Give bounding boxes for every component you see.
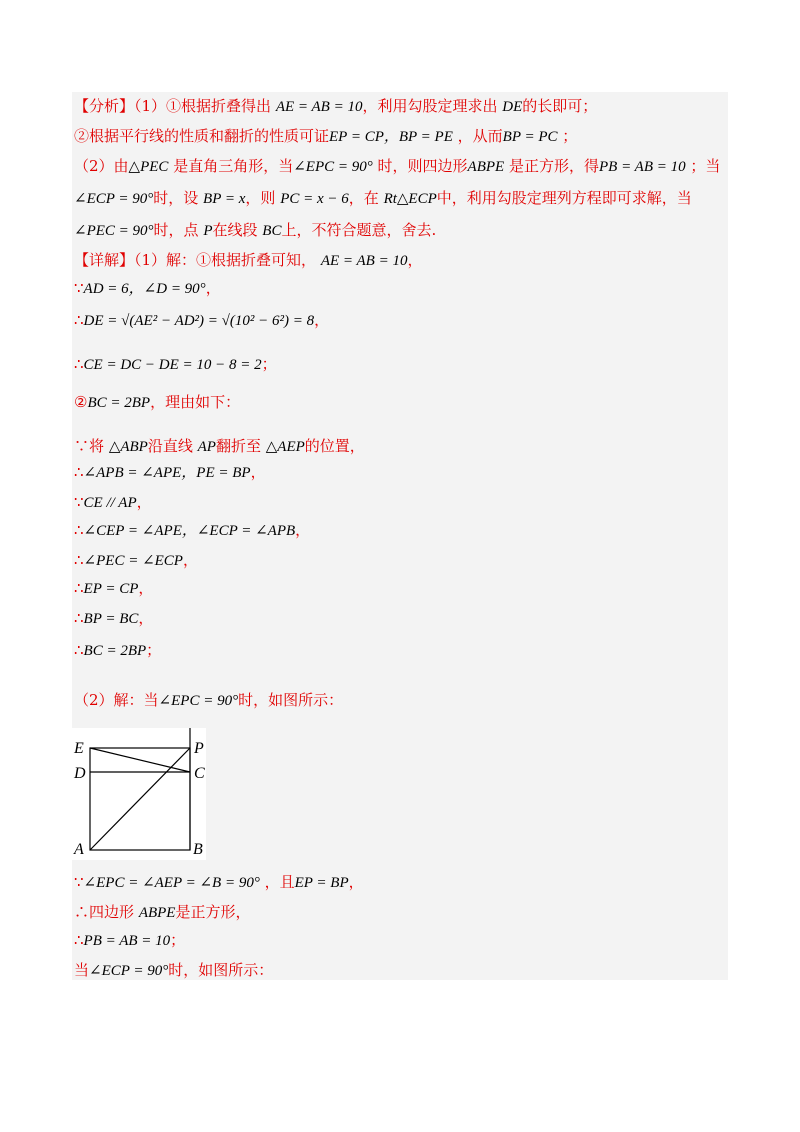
label-c: C — [194, 765, 205, 782]
detail-line-4: ∴CE = DC − DE = 10 − 8 = 2； — [74, 355, 277, 373]
detail-line-3: ∴DE = √(AE² − AD²) = √(10² − 6²) = 8， — [74, 311, 330, 329]
detail-line-11: ∴EP = CP， — [74, 579, 154, 597]
label-p: P — [194, 740, 204, 757]
detail-line-7: ∴∠APB = ∠APE，PE = BP， — [74, 463, 266, 481]
label-e: E — [74, 740, 84, 757]
segment-ec — [90, 748, 190, 772]
square-figure — [72, 728, 206, 860]
detail-line-17: 当∠ECP = 90°时，如图所示： — [74, 961, 274, 979]
part2-heading: （2）解：当∠EPC = 90°时，如图所示： — [74, 691, 344, 709]
label-b: B — [193, 841, 203, 858]
detail-line-16: ∴PB = AB = 10； — [74, 931, 186, 949]
detail-line-6: ∵将 △ABP沿直线 AP翻折至 △AEP的位置， — [74, 437, 365, 455]
analysis-line-4: ∠ECP = 90°时，设 BP = x，则 PC = x − 6，在 Rt△ECP中，利用勾股定理列方程即可求解，当 — [74, 189, 692, 207]
detail-line-9: ∴∠CEP = ∠APE，∠ECP = ∠APB， — [74, 521, 311, 539]
analysis-line-3: （2）由△PEC 是直角三角形，当∠EPC = 90° 时，则四边形ABPE 是正方形，得PB = AB = 10 ；当 — [74, 157, 721, 175]
detail-line-13: ∴BC = 2BP； — [74, 641, 162, 659]
detail-line-8: ∵CE // AP， — [74, 493, 152, 511]
detail-line-12: ∴BP = BC， — [74, 609, 154, 627]
detail-line-5: ②BC = 2BP，理由如下： — [74, 393, 241, 411]
analysis-line-1: 【分析】（1）①根据折叠得出 AE = AB = 10，利用勾股定理求出 DE的长即可； — [74, 97, 598, 115]
segment-ap — [90, 748, 190, 850]
detail-line-1: 【详解】（1）解：①根据折叠可知， AE = AB = 10， — [74, 251, 423, 269]
detail-line-15: ∴四边形 ABPE是正方形， — [74, 903, 251, 921]
geometry-diagram — [72, 728, 206, 860]
analysis-line-2: ②根据平行线的性质和翻折的性质可证EP = CP，BP = PE ，从而BP = PC ； — [74, 127, 578, 145]
analysis-line-5: ∠PEC = 90°时，点 P在线段 BC上，不符合题意，舍去. — [74, 221, 437, 239]
label-a: A — [74, 841, 84, 858]
label-d: D — [74, 765, 86, 782]
detail-line-2: ∵AD = 6，∠D = 90°， — [74, 279, 221, 297]
detail-line-14: ∵∠EPC = ∠AEP = ∠B = 90° ，且EP = BP， — [74, 873, 364, 891]
detail-line-10: ∴∠PEC = ∠ECP， — [74, 551, 198, 569]
